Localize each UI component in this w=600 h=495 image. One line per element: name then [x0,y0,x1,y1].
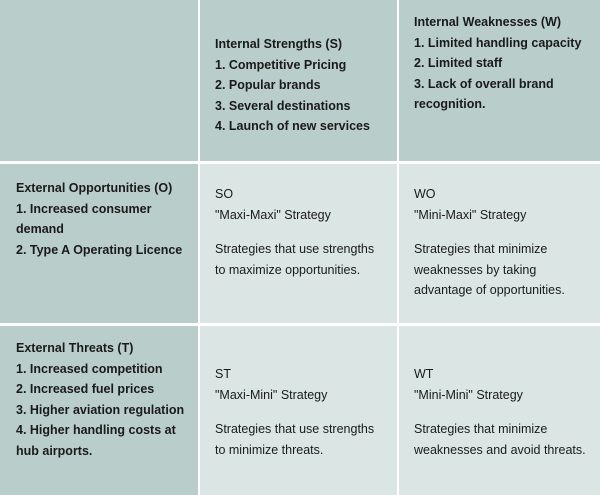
so-cell [200,164,397,323]
wo-strategy-name: "Mini-Maxi" Strategy [414,207,527,222]
strength-item: 2. Popular brands [215,78,321,92]
opportunity-item: 1. Increased consumer demand [16,201,152,236]
st-strategy-name: "Maxi-Mini" Strategy [215,387,328,402]
weakness-item: 1. Limited handling capacity [414,35,582,50]
threat-item: 3. Higher aviation regulation [16,402,185,417]
st-description: Strategies that use strengths to minimize threats. [215,422,375,457]
opportunity-item: 2. Type A Operating Licence [16,242,183,257]
strength-item: 1. Competitive Pricing [215,57,347,72]
wo-description: Strategies that minimize weaknesses by taking advantage of opportunities. [414,242,565,297]
threat-item: 2. Increased fuel prices [16,382,155,396]
opportunities-cell [0,164,198,323]
strength-item: 4. Launch of new services [215,119,370,133]
weaknesses-cell [399,0,600,161]
wt-cell [399,326,600,495]
weaknesses-heading: Internal Weaknesses (W) [414,15,562,29]
weakness-item: 3. Lack of overall brand recognition. [414,76,554,111]
opportunities-heading: External Opportunities (O) [16,181,173,195]
wt-code: WT [414,367,434,381]
threat-item: 1. Increased competition [16,361,163,376]
corner-cell [0,0,198,161]
threats-cell [0,326,198,495]
threat-item: 4. Higher handling costs at hub airports. [16,423,176,458]
threats-heading: External Threats (T) [16,341,134,355]
wt-strategy-name: "Mini-Mini" Strategy [414,387,523,402]
st-cell [200,326,397,495]
so-description: Strategies that use strengths to maximize opportunities. [215,242,375,277]
so-strategy-name: "Maxi-Maxi" Strategy [215,207,331,222]
st-code: ST [215,367,231,381]
wt-description: Strategies that minimize weaknesses and avoid threats. [414,422,586,457]
weakness-item: 2. Limited staff [414,56,503,70]
wo-code: WO [414,187,436,201]
wo-cell [399,164,600,323]
strength-item: 3. Several destinations [215,98,351,113]
strengths-cell [200,0,397,161]
strengths-heading: Internal Strengths (S) [215,37,343,51]
so-code: SO [215,187,234,201]
